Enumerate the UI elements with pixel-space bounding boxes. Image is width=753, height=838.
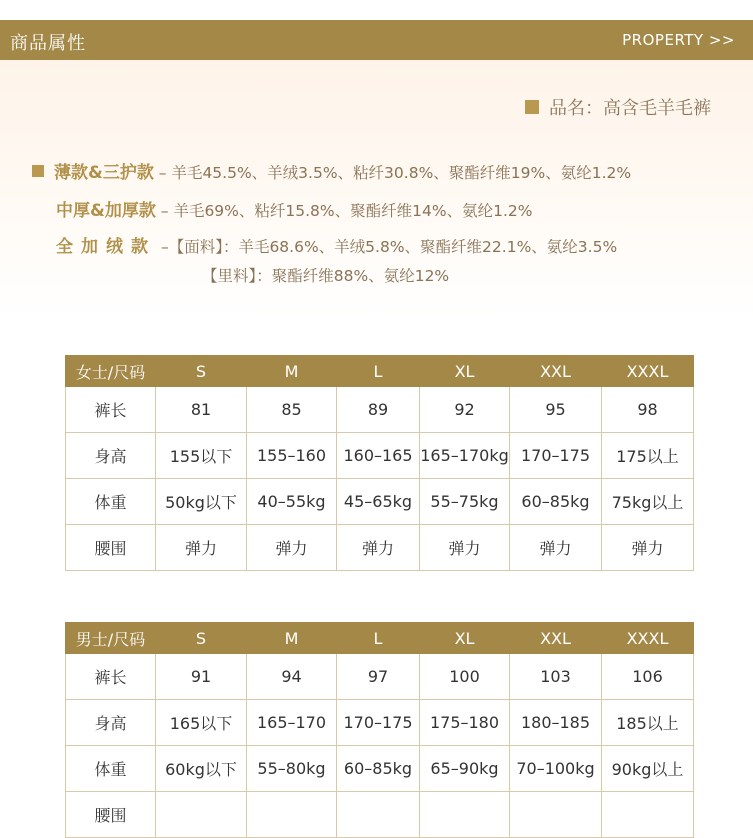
header-cell: XXL xyxy=(510,623,602,654)
table-cell: 91 xyxy=(156,654,247,700)
table-row xyxy=(66,792,694,838)
table-row xyxy=(66,433,694,479)
table-cell: 81 xyxy=(156,387,247,433)
row-label: 腰围 xyxy=(66,525,156,571)
table-cell: 60kg以下 xyxy=(156,746,247,792)
table-row xyxy=(66,654,694,700)
table-cell: 55–80kg xyxy=(247,746,337,792)
table-cell: 75kg以上 xyxy=(602,479,694,525)
row-label: 身高 xyxy=(66,700,156,746)
header-cell: XL xyxy=(420,356,510,387)
section-title: 商品属性 xyxy=(10,33,86,54)
fabric-content: – 羊毛45.5%、羊绒3.5%、粘纤30.8%、聚酯纤维19%、氨纶1.2% xyxy=(158,164,632,182)
fabric-row xyxy=(56,232,617,257)
header-cell: 男士/尺码 xyxy=(66,623,156,654)
table-cell: 55–75kg xyxy=(420,479,510,525)
table-row xyxy=(66,387,694,433)
table-header xyxy=(66,623,694,654)
table-cell xyxy=(602,792,694,838)
table-cell: 弹力 xyxy=(420,525,510,571)
table-cell: 94 xyxy=(247,654,337,700)
table-cell: 160–165 xyxy=(337,433,420,479)
table-cell: 90kg以上 xyxy=(602,746,694,792)
table-cell: 40–55kg xyxy=(247,479,337,525)
header-cell: XL xyxy=(420,623,510,654)
fabric-label: 中厚&加厚款 xyxy=(56,201,156,221)
table-cell: 175–180 xyxy=(420,700,510,746)
table-row xyxy=(66,525,694,571)
table-cell: 95 xyxy=(510,387,602,433)
header-cell: L xyxy=(337,356,420,387)
table-cell: 98 xyxy=(602,387,694,433)
table-cell: 100 xyxy=(420,654,510,700)
table-cell xyxy=(156,792,247,838)
table-row xyxy=(66,479,694,525)
fabric-label: 薄款&三护款 xyxy=(54,163,154,183)
table-cell: 60–85kg xyxy=(510,479,602,525)
table-header-row xyxy=(66,356,694,387)
table-cell: 180–185 xyxy=(510,700,602,746)
table-row xyxy=(66,700,694,746)
fabric-row xyxy=(56,196,532,221)
header-cell: XXXL xyxy=(602,356,694,387)
fabric-row xyxy=(202,264,449,286)
table-cell xyxy=(247,792,337,838)
table-cell: 70–100kg xyxy=(510,746,602,792)
table-cell: 92 xyxy=(420,387,510,433)
top-strip xyxy=(0,0,753,20)
row-label: 体重 xyxy=(66,479,156,525)
table-cell: 弹力 xyxy=(156,525,247,571)
square-bullet-icon xyxy=(525,100,539,114)
section-header xyxy=(0,20,753,60)
row-label: 身高 xyxy=(66,433,156,479)
header-cell: XXL xyxy=(510,356,602,387)
table-header-row xyxy=(66,623,694,654)
header-cell: M xyxy=(247,356,337,387)
table-cell: 89 xyxy=(337,387,420,433)
row-label: 体重 xyxy=(66,746,156,792)
square-bullet-icon xyxy=(32,165,44,177)
product-name xyxy=(525,94,711,120)
table-cell: 165–170kg xyxy=(420,433,510,479)
fabric-content: –【面料】：羊毛68.6%、羊绒5.8%、聚酯纤维22.1%、氨纶3.5% xyxy=(160,238,618,256)
row-label: 腰围 xyxy=(66,792,156,838)
table-cell: 弹力 xyxy=(510,525,602,571)
table-cell: 65–90kg xyxy=(420,746,510,792)
table-cell: 45–65kg xyxy=(337,479,420,525)
property-label: PROPERTY >> xyxy=(622,31,735,49)
women-size-table xyxy=(65,355,694,571)
table-cell xyxy=(420,792,510,838)
table-cell: 175以上 xyxy=(602,433,694,479)
table-cell xyxy=(337,792,420,838)
table-cell: 60–85kg xyxy=(337,746,420,792)
table-cell: 170–175 xyxy=(510,433,602,479)
table-cell: 50kg以下 xyxy=(156,479,247,525)
row-label: 裤长 xyxy=(66,654,156,700)
table-cell: 弹力 xyxy=(247,525,337,571)
header-cell: XXXL xyxy=(602,623,694,654)
header-cell: 女士/尺码 xyxy=(66,356,156,387)
men-size-table xyxy=(65,622,694,838)
table-cell: 155以下 xyxy=(156,433,247,479)
table-cell: 185以上 xyxy=(602,700,694,746)
table-cell xyxy=(510,792,602,838)
header-cell: L xyxy=(337,623,420,654)
fabric-content: – 羊毛69%、粘纤15.8%、聚酯纤维14%、氨纶1.2% xyxy=(160,202,533,220)
table-cell: 165–170 xyxy=(247,700,337,746)
row-label: 裤长 xyxy=(66,387,156,433)
table-cell: 165以下 xyxy=(156,700,247,746)
table-cell: 106 xyxy=(602,654,694,700)
fabric-row xyxy=(32,158,631,183)
table-row xyxy=(66,746,694,792)
header-cell: M xyxy=(247,623,337,654)
header-cell: S xyxy=(156,623,247,654)
header-cell: S xyxy=(156,356,247,387)
product-name-text: 品名：高含毛羊毛裤 xyxy=(549,98,711,119)
fabric-content: 【里料】：聚酯纤维88%、氨纶12% xyxy=(202,267,450,285)
table-cell: 155–160 xyxy=(247,433,337,479)
table-cell: 弹力 xyxy=(602,525,694,571)
table-header xyxy=(66,356,694,387)
table-cell: 85 xyxy=(247,387,337,433)
table-cell: 103 xyxy=(510,654,602,700)
table-cell: 弹力 xyxy=(337,525,420,571)
fabric-label: 全加绒款 xyxy=(56,237,156,257)
table-cell: 97 xyxy=(337,654,420,700)
table-cell: 170–175 xyxy=(337,700,420,746)
